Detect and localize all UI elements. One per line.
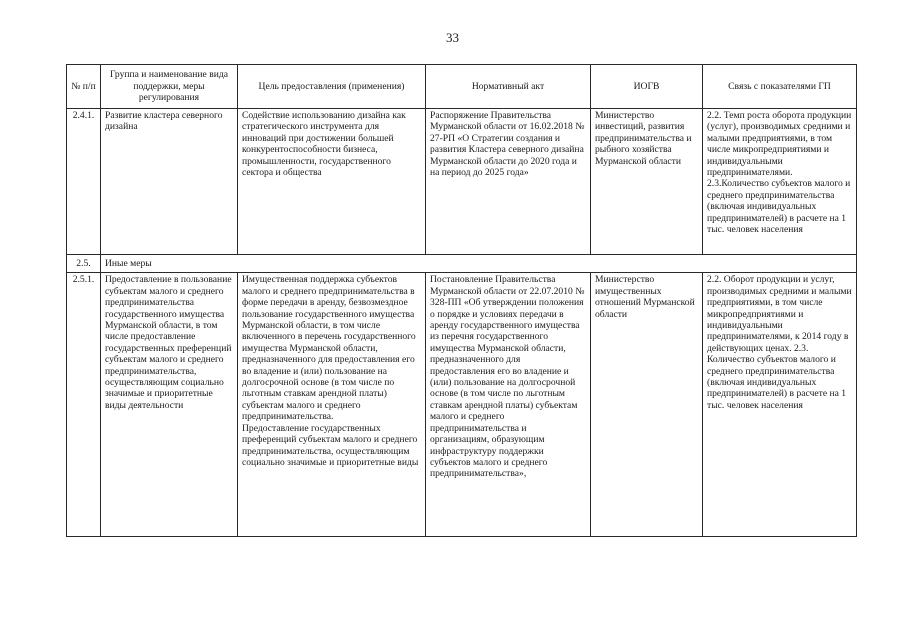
iogv: Министерство инвестиций, развития предпринимательства и рыбного хозяйства Мурманской области: [591, 109, 703, 255]
iogv: Министерство имущественных отношений Мурманской области: [591, 273, 703, 537]
indicators: 2.2. Оборот продукции и услуг, производимых средними и малыми предприятиями, в том числе микропредприятиями и индивидуальными предпринимателями, к 2014 году в действующих ценах. 2.3. Количество субъектов малого и среднего предпринимательства (включая индивидуальных предпринимателей) в расчете на 1 тыс. человек населения: [703, 273, 857, 537]
legal-act: Постановление Правительства Мурманской области от 22.07.2010 № 328-ПП «Об утверждении положения о порядке и условиях передачи в аренду государственного имущества из перечня государственного имущества Мурманской области, предназначенного для предоставления его во владение и (или) пользование на долгосрочной основе (в том числе по льготным ставкам арендной платы) субъектам малого и среднего предпринимательства и организациям, образующим инфраструктуру поддержки субъектов малого и среднего предпринимательства»,: [426, 273, 591, 537]
measure-name: Развитие кластера северного дизайна: [101, 109, 238, 255]
page-number: 33: [446, 30, 459, 45]
support-measures-table: [66, 64, 857, 537]
section-title: Иные меры: [101, 255, 857, 273]
row-number: 2.4.1.: [67, 109, 101, 255]
measure-goal: [238, 273, 426, 537]
header-indicators: Связь с показателями ГП: [703, 65, 857, 109]
legal-act: Распоряжение Правительства Мурманской области от 16.02.2018 № 27-РП «О Стратегии создания и развития Кластера северного дизайна Мурманской области до 2020 года и на период до 2025 года»: [426, 109, 591, 255]
indicators: 2.2. Темп роста оборота продукции (услуг), производимых средними и малыми предприятиями, в том числе микропредприятиями и индивидуальными предпринимателями. 2.3.Количество субъектов малого и среднего предпринимательства (включая индивидуальных предпринимателей) в расчете на 1 тыс. человек населения: [703, 109, 857, 255]
header-number: № п/п: [67, 65, 101, 109]
header-iogv: ИОГВ: [591, 65, 703, 109]
header-goal: Цель предоставления (применения): [238, 65, 426, 109]
header-measure-name: Группа и наименование вида поддержки, меры регулирования: [101, 65, 238, 109]
measure-goal-part-1: Имущественная поддержка субъектов малого и среднего предпринимательства в форме передачи в аренду, безвозмездное пользование государственного имущества Мурманской области, в том числе включенного в перечень государственного имущества Мурманской области, предназначенного для предоставления его во владение и (или) пользование на долгосрочной основе (в том числе по льготным ставкам арендной платы) субъектам малого и среднего предпринимательства.: [242, 274, 416, 423]
table-row: [67, 273, 857, 537]
table-header-row: [67, 65, 857, 109]
section-row: [67, 255, 857, 273]
header-legal-act: Нормативный акт: [426, 65, 591, 109]
section-number: 2.5.: [67, 255, 101, 273]
row-number: 2.5.1.: [67, 273, 101, 537]
measure-goal-part-2: Предоставление государственных преференций субъектам малого и среднего предпринимательства, осуществляющим социально значимые и приоритетные виды: [242, 422, 419, 468]
measure-name: Предоставление в пользование субъектам малого и среднего предпринимательства государственного имущества Мурманской области, в том числе предоставление государственных преференций субъектам малого и среднего предпринимательства, осуществляющим социально значимые и приоритетные виды деятельности: [101, 273, 238, 537]
measure-goal: Содействие использованию дизайна как стратегического инструмента для инноваций при достижении большей конкурентоспособности бизнеса, промышленности, государственного сектора и общества: [238, 109, 426, 255]
table-row: [67, 109, 857, 255]
